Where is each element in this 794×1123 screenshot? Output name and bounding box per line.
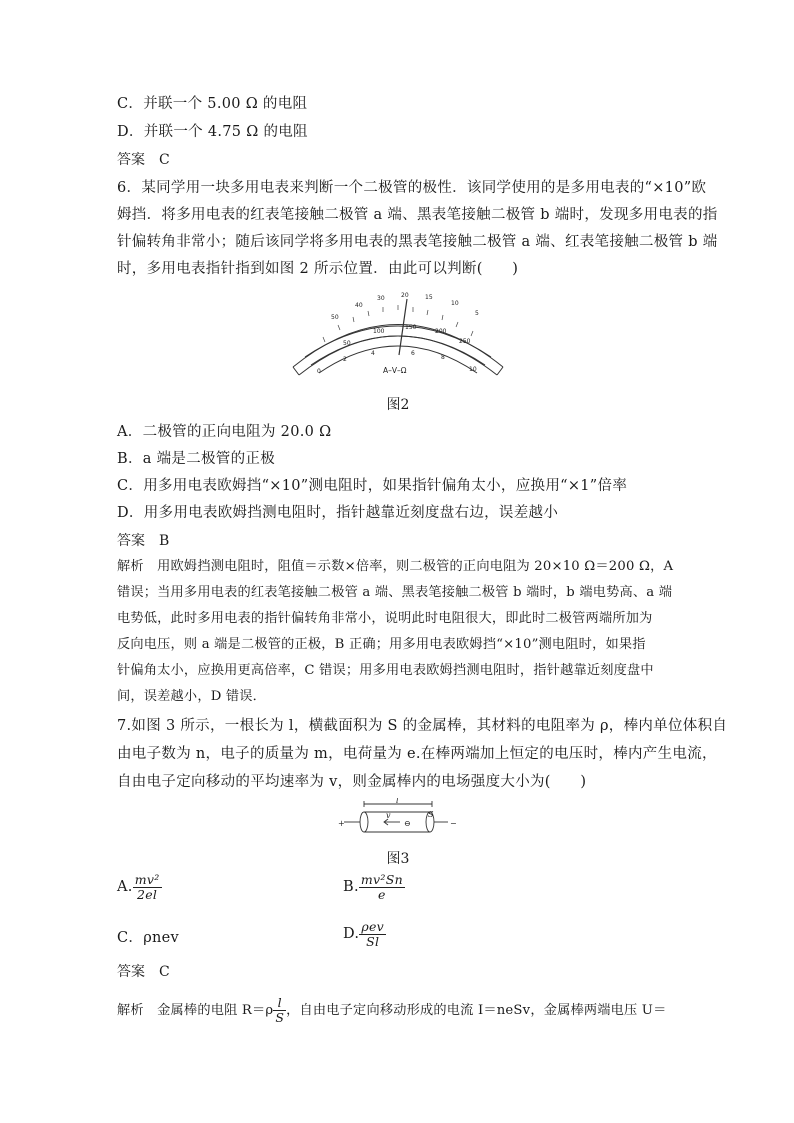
dial-scale-bot-label: 2 — [343, 356, 347, 363]
dial-scale-top-label: 15 — [425, 294, 433, 301]
q7-analysis-fraction — [273, 996, 286, 1025]
dial-label: A–V–Ω — [383, 366, 407, 375]
dial-scale-bot-label: 10 — [469, 366, 477, 373]
q6-option-d: D．用多用电表欧姆挡测电阻时，指针越靠近刻度盘右边，误差越小 — [117, 505, 559, 521]
minus-terminal-label: − — [450, 819, 457, 828]
q7-option-d — [343, 919, 386, 949]
metal-rod-figure — [336, 798, 460, 840]
q7-option-d-prefix: D. — [343, 926, 360, 942]
q7-option-a — [117, 872, 162, 902]
q6-option-c: C．用多用电表欧姆挡“×10”测电阻时，如果指针偏角太小，应换用“×1”倍率 — [117, 478, 628, 494]
q6-answer: 答案 B — [117, 533, 170, 549]
figure-2-caption: 图2 — [386, 397, 410, 413]
q7-option-b — [343, 872, 405, 902]
dial-scale-top-label: 10 — [451, 300, 459, 307]
q7-line-1: 7.如图 3 所示，一根长为 l，横截面积为 S 的金属棒，其材料的电阻率为 ρ，棒内单位体积自 — [117, 718, 728, 734]
q7-option-b-denominator: e — [378, 886, 386, 902]
prev-option-c: C．并联一个 5.00 Ω 的电阻 — [117, 96, 308, 112]
q7-analysis-numerator: l — [273, 996, 286, 1011]
dial-scale-bot-label: 0 — [317, 368, 321, 375]
rod-length-label: l — [396, 798, 399, 805]
q6-line-1: 6．某同学用一块多用电表来判断一个二极管的极性．该同学使用的是多用电表的“×10”欧 — [117, 180, 707, 196]
dial-scale-mid-label: 200 — [435, 328, 447, 335]
q7-analysis-suffix: ，自由电子定向移动形成的电流 I＝neSv，金属棒两端电压 U＝ — [286, 1003, 667, 1018]
q6-line-3: 针偏转角非常小；随后该同学将多用电表的黑表笔接触二极管 a 端、红表笔接触二极管 b 端 — [117, 234, 718, 250]
q6-analysis-line-2: 错误；当用多用电表的红表笔接触二极管 a 端、黑表笔接触二极管 b 端时，b 端电势高、a 端 — [117, 585, 673, 600]
q6-option-a: A．二极管的正向电阻为 20.0 Ω — [117, 424, 332, 440]
q6-line-4: 时，多用电表指针指到如图 2 所示位置．由此可以判断( ) — [117, 261, 519, 277]
q7-option-d-numerator: ρev — [361, 918, 385, 934]
electron-icon: ⊖ — [404, 819, 411, 828]
q7-option-b-numerator: mv²Sn — [360, 871, 403, 887]
q6-option-b: B．a 端是二极管的正极 — [117, 451, 276, 467]
q6-analysis-line-4: 反向电压，则 a 端是二极管的正极，B 正确；用多用电表欧姆挡“×10”测电阻时，如果指 — [117, 637, 646, 652]
q7-analysis-prefix: 解析 金属棒的电阻 R＝ρ — [117, 1003, 274, 1018]
q6-line-2: 姆挡．将多用电表的红表笔接触二极管 a 端、黑表笔接触二极管 b 端时，发现多用电表的指 — [117, 207, 718, 223]
figure-3-caption: 图3 — [386, 851, 410, 867]
dial-scale-top-label: 30 — [377, 295, 385, 302]
dial-scale-mid-label: 50 — [343, 340, 351, 347]
q7-line-3: 自由电子定向移动的平均速率为 v，则金属棒内的电场强度大小为( ) — [117, 774, 587, 790]
dial-scale-top-label: 40 — [355, 302, 363, 309]
q7-option-a-numerator: mv² — [134, 871, 160, 887]
q7-option-b-prefix: B. — [343, 879, 359, 895]
dial-scale-top-label: 20 — [401, 292, 409, 299]
dial-scale-top-label: 50 — [331, 314, 339, 321]
dial-scale-top-label: 5 — [475, 310, 479, 317]
q7-option-a-fraction — [133, 873, 162, 902]
prev-answer: 答案 C — [117, 152, 170, 168]
q6-analysis-line-6: 间，误差越小，D 错误． — [117, 689, 267, 704]
rod-area-label: S — [428, 810, 434, 819]
q6-analysis-line-5: 针偏角太小，应换用更高倍率，C 错误；用多用电表欧姆挡测电阻时，指针越靠近刻度盘中 — [117, 663, 654, 678]
q6-analysis-line-1: 解析 用欧姆挡测电阻时，阻值＝示数×倍率，则二极管的正向电阻为 20×10 Ω＝200 Ω，A — [117, 559, 674, 574]
dial-scale-bot-label: 6 — [411, 350, 415, 357]
dial-scale-mid-label: 250 — [459, 338, 471, 345]
dial-scale-mid-label: 150 — [405, 324, 417, 331]
multimeter-dial-figure — [283, 287, 513, 379]
q7-answer: 答案 C — [117, 964, 170, 980]
q7-option-b-fraction — [359, 873, 405, 902]
q7-analysis-line-1 — [117, 996, 667, 1025]
dial-scale-bot-label: 8 — [441, 354, 445, 361]
dial-scale-bot-label: 4 — [371, 350, 375, 357]
q7-line-2: 由电子数为 n，电子的质量为 m，电荷量为 e.在棒两端加上恒定的电压时，棒内产生电流， — [117, 746, 717, 762]
dial-scale-mid-label: 100 — [373, 328, 385, 335]
rod-velocity-label: v — [386, 811, 391, 820]
q7-option-a-denominator: 2el — [136, 886, 158, 902]
q7-option-d-fraction — [359, 920, 386, 949]
plus-terminal-label: + — [338, 819, 345, 828]
q7-option-a-prefix: A. — [117, 879, 133, 895]
q6-analysis-line-3: 电势低，此时多用电表的指针偏转角非常小，说明此时电阻很大，即此时二极管两端所加为 — [117, 611, 653, 626]
q7-option-d-denominator: Sl — [366, 933, 380, 949]
prev-option-d: D．并联一个 4.75 Ω 的电阻 — [117, 124, 308, 140]
q7-option-c: C．ρnev — [117, 930, 180, 946]
q7-analysis-denominator: S — [275, 1010, 285, 1025]
